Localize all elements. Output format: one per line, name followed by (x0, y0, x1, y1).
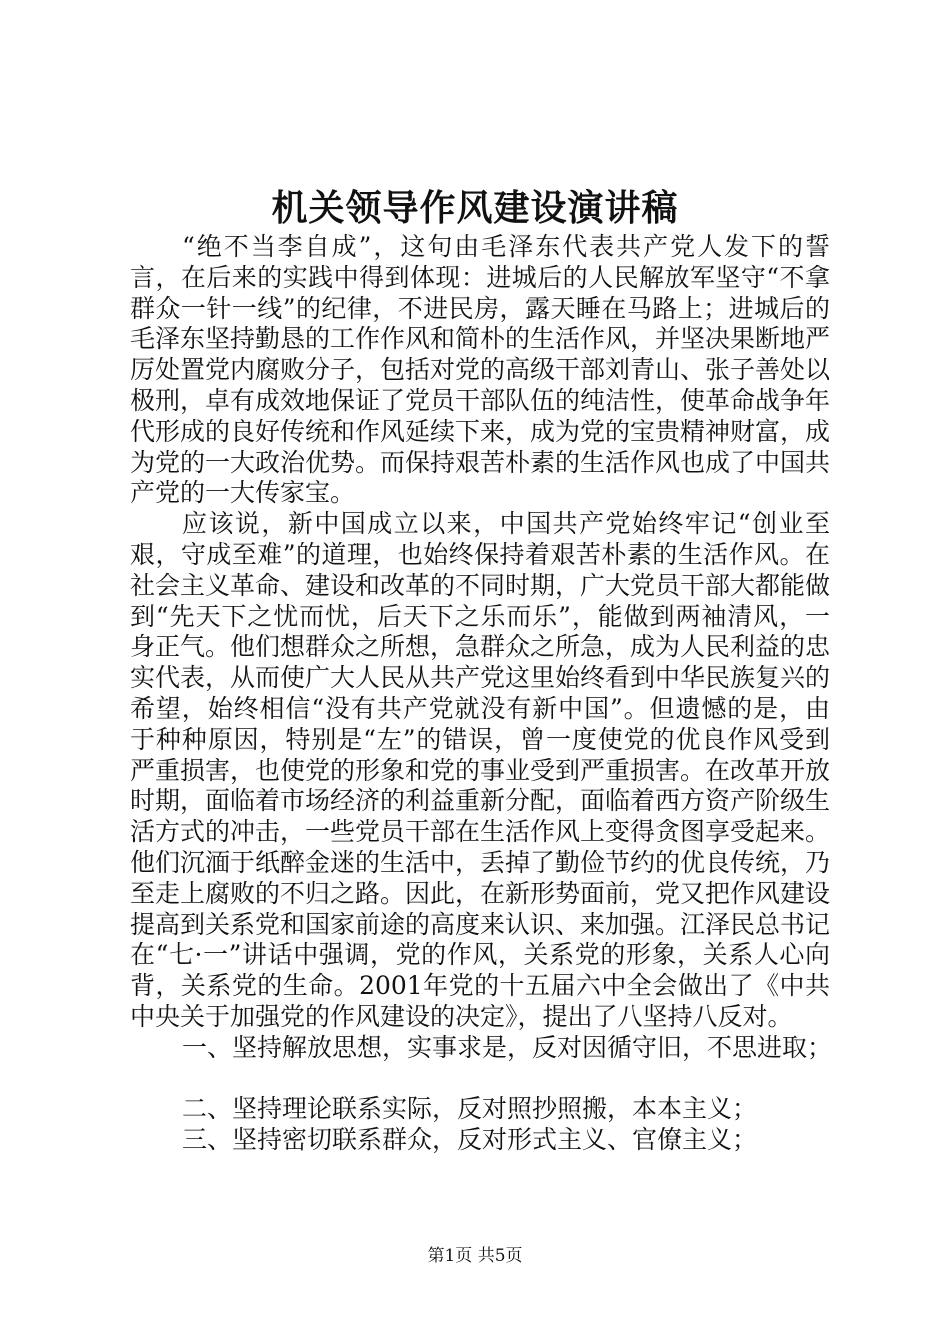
list-item-3: 三、坚持密切联系群众，反对形式主义、官僚主义； (182, 1125, 758, 1155)
list-item-2: 二、坚持理论联系实际，反对照抄照搬，本本主义； (182, 1094, 758, 1124)
document-body (130, 232, 833, 1156)
document-title: 机关领导作风建设演讲稿 (271, 187, 679, 229)
paragraph-2: 应该说，新中国成立以来，中国共产党始终牢记“创业至艰，守成至难”的道理，也始终保持着艰苦朴素的生活作风。在社会主义革命、建设和改革的不同时期，广大党员干部大都能做到“先天下之忧而忧，后天下之乐而乐”，能做到两袖清风，一身正气。他们想群众之所想，急群众之所急，成为人民利益的忠实代表，从而使广大人民从共产党这里始终看到中华民族复兴的希望，始终相信“没有共产党就没有新中国”。但遗憾的是，由于种种原因，特别是“左”的错误，曾一度使党的优良作风受到严重损害，也使党的形象和党的事业受到严重损害。在改革开放时期，面临着市场经济的利益重新分配，面临着西方资产阶级生活方式的冲击，一些党员干部在生活作风上变得贪图享受起来。他们沉湎于纸醉金迷的生活中，丢掉了勤俭节约的优良传统，乃至走上腐败的不归之路。因此，在新形势面前，党又把作风建设提高到关系党和国家前途的高度来认识、来加强。江泽民总书记在“七·一”讲话中强调，党的作风，关系党的形象，关系人心向背，关系党的生命。2001年党的十五届六中全会做出了《中共中央关于加强党的作风建设的决定》，提出了八坚持八反对。 (130, 509, 831, 1031)
paragraph-1: “绝不当李自成”，这句由毛泽东代表共产党人发下的誓言，在后来的实践中得到体现：进城后的人民解放军坚守“不拿群众一针一线”的纪律，不进民房，露天睡在马路上；进城后的毛泽东坚持勤恳的工作作风和简朴的生活作风，并坚决果断地严厉处置党内腐败分子，包括对党的高级干部刘青山、张子善处以极刑，卓有成效地保证了党员干部队伍的纯洁性，使革命战争年代形成的良好传统和作风延续下来，成为党的宝贵精神财富，成为党的一大政治优势。而保持艰苦朴素的生活作风也成了中国共产党的一大传家宝。 (130, 232, 831, 508)
list-item-1: 一、坚持解放思想，实事求是，反对因循守旧，不思进取； (182, 1032, 833, 1062)
blank-line (130, 1064, 830, 1095)
page-footer: 第1页 共5页 (427, 1246, 523, 1266)
